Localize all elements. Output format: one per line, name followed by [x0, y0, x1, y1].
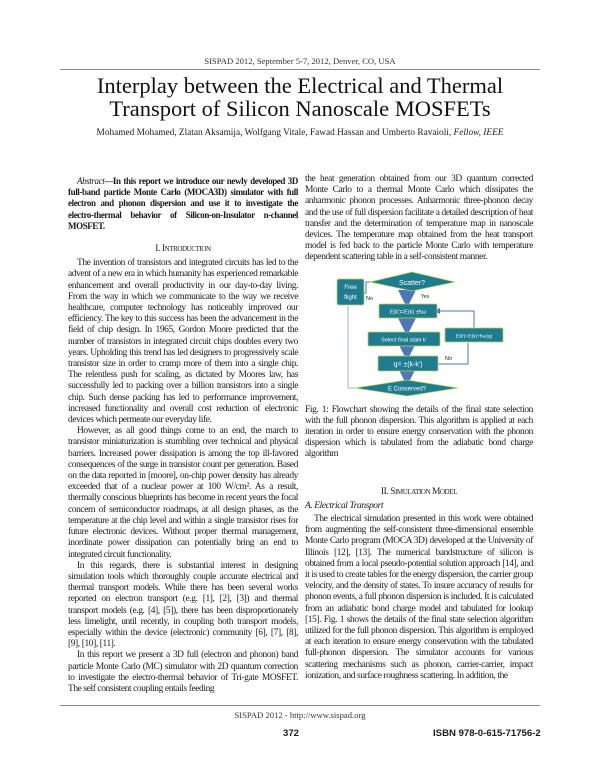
node-label: E(k')=E(k) ±ħω [389, 309, 427, 316]
paragraph: The electrical simulation presented in this work were obtained from augmenting the self-consistent three-dimensional ensemble Monte Carlo program (MOCA 3D) developed at the University of Illinois [12], [13]. The numerical bandstructure of silicon is obtained from a local pseudo-potential solution approach [14], and it is used to create tables for the energy dispersion, the carrier group velocity, and the density of states. To insure accuracy of results for phonon events, a full phonon dispersion is included. It is calculated from an adiabatic bond charge model and tabulated for lookup [15]. Fig. 1 shows the details of the final state selection algorithm utilized for the full phonon dispersion. This algorithm is employed at each iteration to ensure energy conservation with the tabulated full-phonon dispersion. The simulator accounts for various scattering mechanisms such as phonon, carrier-carrier, impact ionization, and surface roughness scattering. In addition, the [305, 514, 533, 681]
no-label: No [445, 355, 453, 362]
title-line-1: Interplay between the Electrical and Thermal [96, 73, 504, 98]
node-label: E Conserved? [387, 386, 427, 393]
paragraph: In this regards, there is substantial interest in designing simulation tools which thoroughly couple accurate electrical and thermal transport models. While there has been several works reported on electron transport (e.g. [1], [2], [3]) and thermal transport models (e.g. [4], [5]), there has been disproportionately less limelight, until recently, in coupling both transport models, especially within the device (electronic) community [6], [7], [8], [9], [10], [11]. [68, 560, 298, 650]
paragraph: However, as all good things come to an end, the march to transistor miniaturization is stumbling over technical and physical barriers. Increased power dissipation is among the top ill-favored consequences of the surge in transistor count per generation. Based on the data reported in [moore], on-chip power density has already exceeded that of a nuclear power at 100 W/cm². As a result, thermally conscious blueprints has become in recent years the focal concern of semiconductor roadmaps, at all design phases, as the temperature at the chip level and within a single transistor rises for future electronic devices. Without proper thermal management, inordinate power dissipation can potentially bring an end to integrated circuit functionality. [68, 426, 298, 560]
figure-caption: Fig. 1: Flowchart showing the details of the final state selection with the full phonon dispersion. This algorithm is applied at each iteration in order to ensure energy conservation with the phonon dispersion which is tabulated from the adiabatic bond charge algorithm [305, 404, 533, 460]
node-label: E(k')=E(k)+ħω(q) [455, 334, 493, 340]
select-final-state-box [368, 332, 440, 346]
footer-rule [60, 705, 540, 706]
paragraph: In this report we present a 3D full (electron and phonon) band particle Monte Carlo (MC) simulator with 2D quantum correction to investigate the electro-thermal behavior of Tri-gate MOSFET. The self consistent coupling entails feeding [68, 650, 298, 694]
free-flight-box [337, 279, 364, 305]
left-column [68, 176, 298, 695]
section-title: Simulation Model [390, 486, 458, 497]
node-label: q= ±(k-k') [393, 361, 423, 369]
loop-line-left [348, 306, 355, 388]
subsection-heading: A. Electrical Transport [305, 500, 384, 511]
flowchart-figure [300, 268, 540, 403]
abstract-text: —In this report we introduce our newly developed 3D full-band particle Monte Carlo (MOCA3D) simulator with full electron and phonon dispersion and use it to investigate the electro-thermal behavior of Silicon-on-Insulator n-channel MOSFET. [68, 176, 298, 231]
author-names: Mohamed Mohamed, Zlatan Aksamija, Wolfgang Vitale, Fawad Hassan and Umberto Ravaioli, [96, 128, 452, 138]
title-line-2: Transport of Silicon Nanoscale MOSFETs [109, 96, 491, 121]
section-heading-introduction [68, 244, 298, 255]
no-line-q [438, 343, 468, 364]
update-line [437, 311, 474, 328]
paragraph: The invention of transistors and integrated circuits has led to the advent of a new era in which humanity has experienced remarkable enhancement and overall productivity in our day-to-day living. From the way in which we communicate to the way we receive healthcare, computer technology has noticeably improved our efficiency. The key to this success has been the advancement in the field of chip design. In 1965, Gordon Moore predicted that the number of transistors in integrated circuit chips doubles every two years. Upholding this trend has led designers to progressively scale transistor size in order to cramp more of them into a single chip. The relentless push for scaling, as dictated by Moores law, has successfully led to packing over a billion transistors into a single chip. Such dense packing has led to performance improvement, increased functionality and overall cost reduction of electronic devices which permeate our everyday life. [68, 258, 298, 426]
section-title: Introduction [161, 244, 211, 255]
node-label: Free [344, 284, 357, 291]
conference-header: SISPAD 2012, September 5-7, 2012, Denver, CO, USA [204, 56, 396, 66]
authors [60, 128, 540, 138]
node-label: Select final state k' [381, 337, 427, 344]
paragraph: the heat generation obtained from our 3D quantum corrected Monte Carlo to a thermal Monte Carlo which dissipates the anharmonic phonon processes. Anharmonic three-phonon decay and the use of full dispersion facilitate a detailed description of heat transfer and the determination of temperature map in nanoscale devices. The temperature map obtained from the heat transport model is fed back to the particle Monte Carlo with temperature dependent scattering table in a self-consistent manner. [305, 174, 533, 263]
isbn: ISBN 978-0-615-71756-2 [433, 728, 541, 739]
energy-box [379, 304, 437, 318]
header-rule [60, 69, 540, 70]
page-number: 372 [283, 728, 300, 739]
section-number: I. [155, 244, 160, 255]
abstract [68, 176, 298, 232]
scatter-decision [370, 272, 455, 291]
right-column [305, 174, 533, 682]
q-box [378, 356, 438, 371]
energy-update-box [445, 328, 503, 342]
section-heading-simulation-model [305, 487, 533, 498]
footer-url: SISPAD 2012 - http://www.sispad.org [234, 710, 366, 720]
abstract-label: Abstract [77, 176, 105, 186]
paper-title [60, 74, 540, 120]
section-number: II. [380, 486, 389, 497]
energy-conserved-decision [355, 380, 458, 396]
author-affiliation: Fellow, IEEE [453, 128, 504, 138]
yes-label: Yes [421, 293, 430, 300]
no-label: No [366, 295, 374, 302]
node-label: Scatter? [398, 279, 426, 287]
node-label: flight [344, 294, 357, 301]
